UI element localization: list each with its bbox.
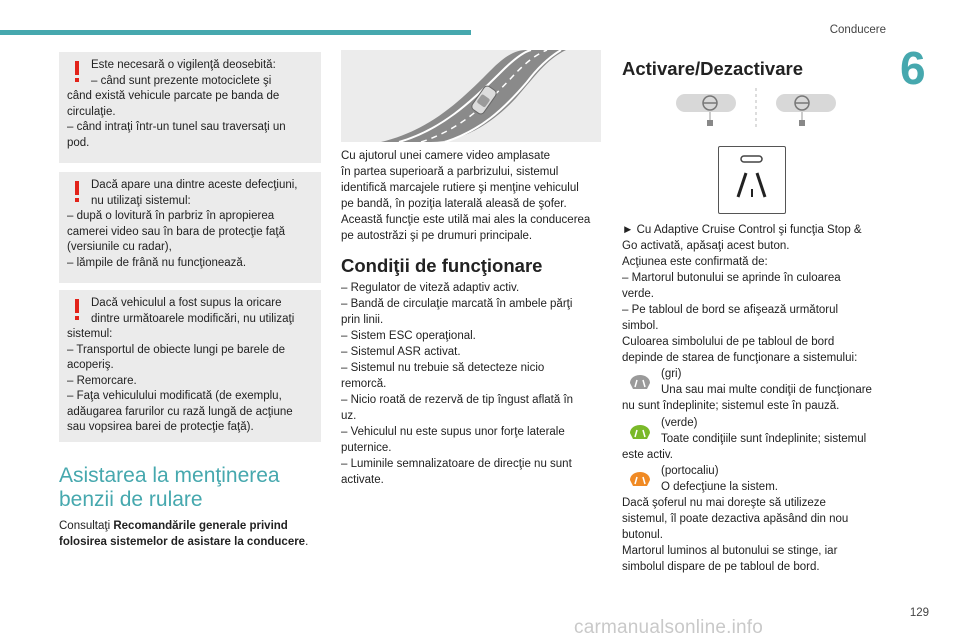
warning-text-line: – Remorcare. <box>67 374 137 387</box>
steering-wheel-button-illustration <box>672 86 842 130</box>
activation-line: – Martorul butonului se aprinde în culoarea <box>622 272 841 284</box>
deactivation-description <box>622 495 886 575</box>
condition-line: – Sistemul ASR activat. <box>341 346 461 358</box>
operating-conditions-list <box>341 280 603 488</box>
status-green-text-2: este activ. <box>622 449 673 461</box>
warning-text-line: pod. <box>67 136 90 149</box>
condition-line: prin linii. <box>341 314 384 326</box>
activation-line: simbol. <box>622 320 659 332</box>
warning-text-line: dintre următoarele modificări, nu utilizaţi <box>91 312 295 325</box>
status-green-text-1: Toate condiţiile sunt îndeplinite; sistemul <box>661 433 867 445</box>
condition-line: uz. <box>341 410 357 422</box>
warning-exclamation-icon <box>73 181 81 203</box>
lane-assist-heading-line2: benzii de rulare <box>59 488 203 511</box>
deactivation-line: Dacă şoferul nu mai doreşte să utilizeze <box>622 497 826 509</box>
status-grey-label: (gri) <box>661 368 682 380</box>
warning-text-line: sau vopsirea barei de protecţie faţă). <box>67 421 254 433</box>
activation-line: depinde de starea de funcţionare a sistemului: <box>622 352 858 364</box>
lane-assist-status-icon-orange <box>627 469 653 489</box>
warning-text-line: Dacă vehiculul a fost supus la oricare <box>91 297 282 309</box>
consult-paragraph <box>59 518 323 550</box>
warning-text-line: acoperiş. <box>67 359 114 371</box>
description-line: pe autostrăzi şi pe drumuri principale. <box>341 230 533 242</box>
deactivation-line: sistemul, îl poate dezactiva apăsând din nou <box>622 513 849 525</box>
lane-assist-status-icon-grey <box>627 372 653 392</box>
activation-line: verde. <box>622 288 654 300</box>
deactivation-line: butonul. <box>622 529 663 541</box>
warning-text-line: circulaţie. <box>67 105 116 118</box>
chapter-number: 6 <box>900 42 926 94</box>
warning-text-line: Dacă apare una dintre aceste defecţiuni, <box>91 179 298 191</box>
warning-text-line: sistemul: <box>67 328 113 340</box>
warning-text-line: – după o lovitură în parbriz în apropierea <box>67 210 275 222</box>
activation-heading: Activare/Dezactivare <box>622 58 803 79</box>
description-line: în partea superioară a parbrizului, sistemul <box>341 166 559 178</box>
consult-reference-2: folosirea sistemelor de asistare la conducere <box>59 536 306 548</box>
activation-line: ► Cu Adaptive Cruise Control şi funcţia Stop & <box>622 224 862 236</box>
activation-line: Go activată, apăsaţi acest buton. <box>622 240 790 252</box>
lane-assist-heading-line1: Asistarea la menţinerea <box>59 464 280 487</box>
watermark: carmanualsonline.info <box>574 617 764 638</box>
description-line: Această funcţie este utilă mai ales la conducerea <box>341 214 591 226</box>
condition-line: – Regulator de viteză adaptiv activ. <box>341 282 520 294</box>
condition-line: – Bandă de circulaţie marcată în ambele părţi <box>341 298 573 310</box>
section-title: Conducere <box>829 24 886 36</box>
warning-text-line: Este necesară o vigilenţă deosebită: <box>91 59 276 71</box>
description-line: identifică marcajele rutiere şi menţine vehiculul <box>341 182 579 194</box>
header-accent-bar <box>0 30 471 35</box>
activation-line: – Pe tabloul de bord se afişează următorul <box>622 304 839 316</box>
lane-assist-status-icon-green <box>627 422 653 442</box>
warning-text-line: nu utilizaţi sistemul: <box>91 194 191 207</box>
warning-text-line: camerei video sau în bara de protecţie faţă <box>67 225 285 238</box>
condition-line: – Nicio roată de rezervă de tip îngust aflată în <box>341 394 574 406</box>
warning-text-line: – Faţa vehiculului modificată (de exemplu, <box>67 390 282 402</box>
lane-assist-description <box>341 148 603 244</box>
warning-exclamation-icon <box>73 61 81 83</box>
status-grey-text-1: Una sau mai multe condiţii de funcţionare <box>661 384 872 396</box>
activation-line: Acţiunea este confirmată de: <box>622 256 768 268</box>
deactivation-line: simbolul dispare de pe tabloul de bord. <box>622 561 820 573</box>
warning-text-line: – lămpile de frână nu funcţionează. <box>67 256 247 269</box>
description-line: pe bandă, în poziţia laterală aleasă de şofer. <box>341 198 567 210</box>
condition-line: – Luminile semnalizatoare de direcţie nu sunt <box>341 458 572 470</box>
warning-text-line: (versiunile cu radar), <box>67 241 172 253</box>
consult-suffix: . <box>305 536 309 548</box>
status-orange-text-1: O defecţiune la sistem. <box>661 481 778 493</box>
warning-text-line: adăugarea farurilor cu rază lungă de acţiune <box>67 405 293 418</box>
lane-assist-heading <box>59 464 321 512</box>
consult-reference-1: Recomandările generale privind <box>113 520 288 532</box>
road-illustration-svg <box>341 50 601 142</box>
condition-line: remorcă. <box>341 378 387 390</box>
road-lane-illustration <box>341 50 601 142</box>
warning-box-1 <box>59 52 321 163</box>
warning-box-2 <box>59 172 321 283</box>
lane-assist-button[interactable] <box>718 146 786 214</box>
condition-line: – Vehiculul nu este supus unor forţe laterale <box>341 426 565 438</box>
condition-line: puternice. <box>341 442 392 454</box>
status-green-label: (verde) <box>661 417 698 429</box>
warning-box-3 <box>59 290 321 442</box>
consult-prefix: Consultaţi <box>59 520 114 532</box>
activation-line: Culoarea simbolului de pe tabloul de bord <box>622 336 835 348</box>
condition-line: – Sistemul nu trebuie să detecteze nicio <box>341 362 545 374</box>
status-orange-label: (portocaliu) <box>661 465 719 477</box>
deactivation-line: Martorul luminos al butonului se stinge, iar <box>622 545 838 557</box>
page-number: 129 <box>909 607 929 619</box>
status-grey-text-2: nu sunt îndeplinite; sistemul este în pauză. <box>622 400 840 412</box>
warning-exclamation-icon <box>73 299 81 321</box>
operating-conditions-heading: Condiţii de funcţionare <box>341 255 543 276</box>
warning-text-line: – Transportul de obiecte lungi pe barele de <box>67 343 286 356</box>
warning-text-line: – când sunt prezente motociclete şi <box>91 74 272 87</box>
condition-line: activate. <box>341 474 384 486</box>
condition-line: – Sistem ESC operaţional. <box>341 330 476 342</box>
warning-text-line: – când intraţi într-un tunel sau traversaţi un <box>67 121 286 133</box>
lane-assist-button-icon <box>719 147 784 212</box>
warning-text-line: când există vehicule parcate pe banda de <box>67 90 280 102</box>
activation-description <box>622 222 886 366</box>
description-line: Cu ajutorul unei camere video amplasate <box>341 150 551 162</box>
